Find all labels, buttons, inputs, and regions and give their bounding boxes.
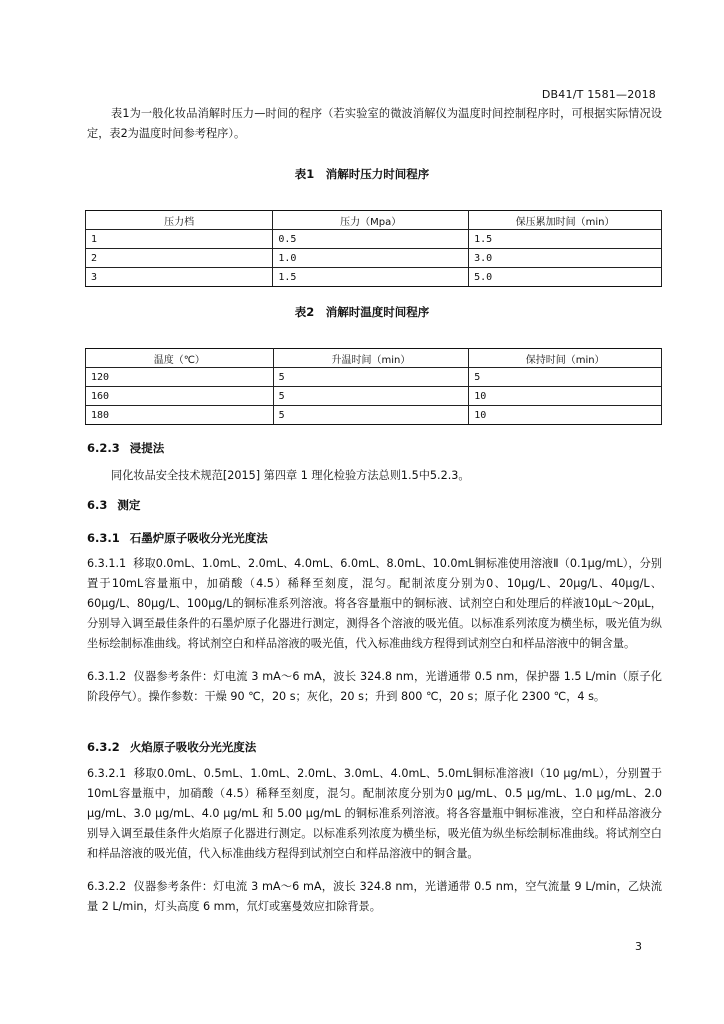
table-cell: 5: [273, 368, 469, 387]
clause-number: 6.3.2.1: [87, 767, 127, 780]
temperature-time-table: [85, 348, 662, 425]
intro-paragraph: 表1为一般化妆品消解时压力—时间的程序（若实验室的微波消解仪为温度时间控制程序时，可根据实际情况设定，表2为温度时间参考程序）。: [87, 107, 662, 140]
table-cell: 5: [273, 387, 469, 406]
section-title: 火焰原子吸收分光光度法: [129, 740, 257, 754]
table-row: [86, 249, 662, 268]
table-header-cell: 压力档: [86, 211, 273, 230]
table-header-row: [86, 211, 662, 230]
section-number: 6.3.1: [87, 531, 120, 545]
table-header-cell: 保压累加时间（min）: [469, 211, 662, 230]
section-title: 浸提法: [129, 441, 165, 455]
table-cell: 5: [273, 406, 469, 425]
section-number: 6.2.3: [87, 441, 120, 455]
section-heading-6-2-3: [87, 440, 164, 456]
table-cell: 120: [86, 368, 274, 387]
clause-text: 仪器参考条件：灯电流 3 mA～6 mA，波长 324.8 nm，光谱通带 0.5 nm，保护器 1.5 L/min（原子化阶段停气）。操作参数：干燥 90 ℃，20 s；灰化，20 s；升到 800 ℃，20 s；原子化 2300 ℃，4 s。: [87, 670, 662, 703]
table-cell: 1.5: [273, 268, 469, 287]
table-cell: 3: [86, 268, 273, 287]
section-title: 石墨炉原子吸收分光光度法: [129, 531, 268, 545]
table-row: [86, 268, 662, 287]
standard-code: DB41/T 1581—2018: [541, 88, 656, 101]
page-number: 3: [635, 940, 642, 953]
table-header-row: [86, 349, 662, 368]
table-cell: 10: [469, 406, 662, 425]
table-header-cell: 升温时间（min）: [273, 349, 469, 368]
paragraph-6-3-1-1: [87, 554, 662, 654]
table-header-cell: 保持时间（min）: [469, 349, 662, 368]
clause-number: 6.3.1.2: [87, 670, 127, 683]
section-heading-6-3: [87, 497, 140, 513]
table-cell: 0.5: [273, 230, 469, 249]
paragraph-6-3-2-2: [87, 877, 662, 917]
table-cell: 160: [86, 387, 274, 406]
section-heading-6-3-1: [87, 530, 268, 546]
pressure-time-table: [85, 210, 662, 287]
clause-number: 6.3.1.1: [87, 557, 127, 570]
table-row: [86, 387, 662, 406]
table-cell: 5: [469, 368, 662, 387]
clause-text: 移取0.0mL、0.5mL、1.0mL、2.0mL、3.0mL、4.0mL、5.0mL铜标准溶液Ⅰ（10 μg/mL），分别置于10mL容量瓶中，加硝酸（4.5）稀释至刻度，混匀。配制浓度分别为0 μg/mL、0.5 μg/mL、1.0 μg/mL、2.0 μg/mL、3.0 μg/mL、4.0 μg/mL 和 5.00 μg/mL 的铜标准系列溶液。将各容量瓶中铜标准液，空白和样品溶液分别导入调至最佳条件火焰原子化器进行测定。以标准系列浓度为横坐标，吸光值为纵坐标绘制标准曲线。将试剂空白和样品溶液的吸光值，代入标准曲线方程得到试剂空白和样品溶液中的铜含量。: [87, 767, 662, 860]
table2-title: 表2 消解时温度时间程序: [294, 305, 430, 319]
section-number: 6.3: [87, 498, 108, 512]
section-heading-6-3-2: [87, 739, 256, 755]
table-row: [86, 230, 662, 249]
clause-text: 移取0.0mL、1.0mL、2.0mL、4.0mL、6.0mL、8.0mL、10.0mL铜标准使用溶液Ⅱ（0.1μg/mL），分别置于10mL容量瓶中，加硝酸（4.5）稀释至刻度，混匀。配制浓度分别为0、10μg/L、20μg/L、40μg/L、60μg/L、80μg/L、100μg/L的铜标准系列溶液。将各容量瓶中的铜标液、试剂空白和处理后的样液10μL～20μL，分别导入调至最佳条件的石墨炉原子化器进行测定，测得各个溶液的吸光值。以标准系列浓度为横坐标，吸光值为纵坐标绘制标准曲线。将试剂空白和样品溶液的吸光值，代入标准曲线方程得到试剂空白和样品溶液中的铜含量。: [87, 557, 662, 650]
section-title: 测定: [117, 498, 141, 512]
table-row: [86, 406, 662, 425]
table-cell: 10: [469, 387, 662, 406]
table-cell: 1: [86, 230, 273, 249]
section-6-2-3-text: 同化妆品安全技术规范[2015] 第四章 1 理化检验方法总则1.5中5.2.3。: [111, 469, 470, 482]
table1-title: 表1 消解时压力时间程序: [294, 167, 430, 181]
table-cell: 2: [86, 249, 273, 268]
table-cell: 180: [86, 406, 274, 425]
table-row: [86, 368, 662, 387]
table-cell: 3.0: [469, 249, 662, 268]
table-cell: 1.5: [469, 230, 662, 249]
paragraph-6-3-1-2: [87, 667, 662, 707]
clause-number: 6.3.2.2: [87, 880, 127, 893]
paragraph-6-3-2-1: [87, 764, 662, 864]
table-cell: 5.0: [469, 268, 662, 287]
table-cell: 1.0: [273, 249, 469, 268]
section-number: 6.3.2: [87, 740, 120, 754]
table-header-cell: 压力（Mpa）: [273, 211, 469, 230]
table-header-cell: 温度（℃）: [86, 349, 274, 368]
clause-text: 仪器参考条件：灯电流 3 mA～6 mA，波长 324.8 nm，光谱通带 0.5 nm，空气流量 9 L/min，乙炔流量 2 L/min，灯头高度 6 mm，氘灯或塞曼效应扣除背景。: [87, 880, 662, 913]
